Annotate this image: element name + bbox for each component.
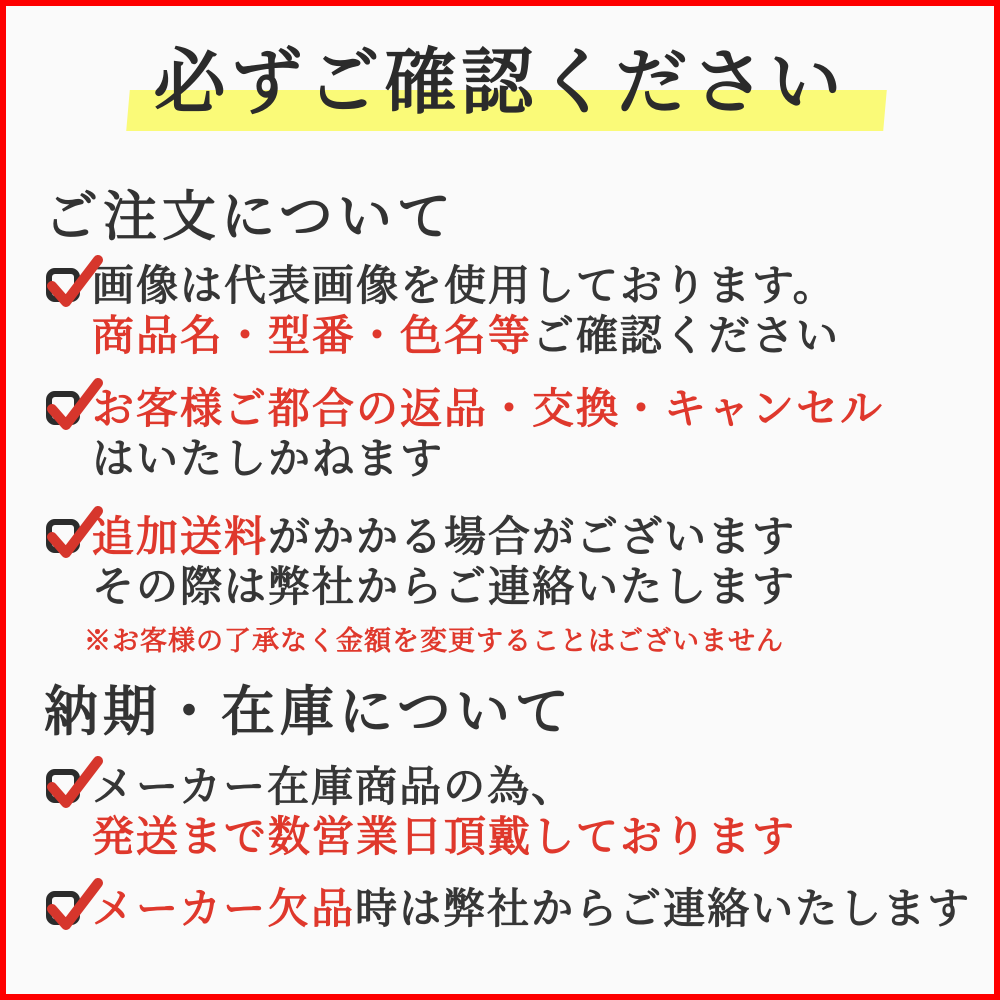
checkbox-checked-icon (46, 769, 80, 803)
notice-line (92, 813, 796, 863)
notice-item-representative-image (46, 262, 840, 362)
section-heading-stock: 納期・在庫について (44, 682, 574, 742)
section-heading-order: ご注文について (44, 187, 456, 247)
notice-item-maker-shortage (46, 885, 971, 935)
notice-line (92, 563, 796, 613)
text-segment-red: お客様ご都合の返品・交換・キャンセル (92, 387, 885, 433)
notice-item-returns (46, 385, 884, 485)
text-segment-red: 商品名・型番・色名等 (92, 314, 533, 360)
notice-item-extra-shipping (46, 513, 796, 657)
notice-line (92, 312, 840, 362)
checkbox-checked-icon (46, 891, 80, 925)
check-mark-icon (42, 377, 104, 439)
text-segment: メーカー在庫商品の為、 (92, 765, 576, 811)
notice-line (92, 385, 884, 435)
notice-footnote: ※お客様の了承なく金額を変更することはございません (84, 626, 784, 656)
check-mark-icon (42, 877, 104, 939)
text-segment-red: メーカー欠品 (92, 887, 356, 933)
notice-line (92, 513, 796, 563)
notice-line (92, 435, 884, 485)
text-segment: 時は弊社からご連絡いたします (355, 887, 972, 933)
notice-line (92, 885, 971, 935)
check-mark-icon (42, 505, 104, 567)
checkbox-checked-icon (46, 268, 80, 302)
notice-text (92, 885, 971, 935)
notice-item-maker-stock (46, 763, 796, 863)
page-title: 必ずご確認ください (153, 43, 847, 123)
notice-line (92, 763, 796, 813)
notice-text (92, 763, 796, 863)
checkbox-checked-icon (46, 391, 80, 425)
checkbox-checked-icon (46, 519, 80, 553)
notice-text (92, 262, 840, 362)
text-segment-red: 追加送料 (92, 515, 269, 561)
text-segment: がかかる場合がございます (268, 515, 797, 561)
text-segment: 画像は代表画像を使用しております。 (92, 264, 837, 310)
check-mark-icon (42, 755, 104, 817)
notice-text (92, 385, 884, 485)
notice-line (92, 262, 840, 312)
title-banner (0, 0, 1000, 150)
check-mark-icon (42, 254, 104, 316)
text-segment: はいたしかねます (92, 437, 445, 483)
notice-text (84, 513, 797, 657)
text-segment: ご確認ください (532, 314, 841, 360)
text-segment-red: 発送まで数営業日頂戴しております (92, 815, 797, 861)
text-segment: その際は弊社からご連絡いたします (92, 565, 797, 611)
